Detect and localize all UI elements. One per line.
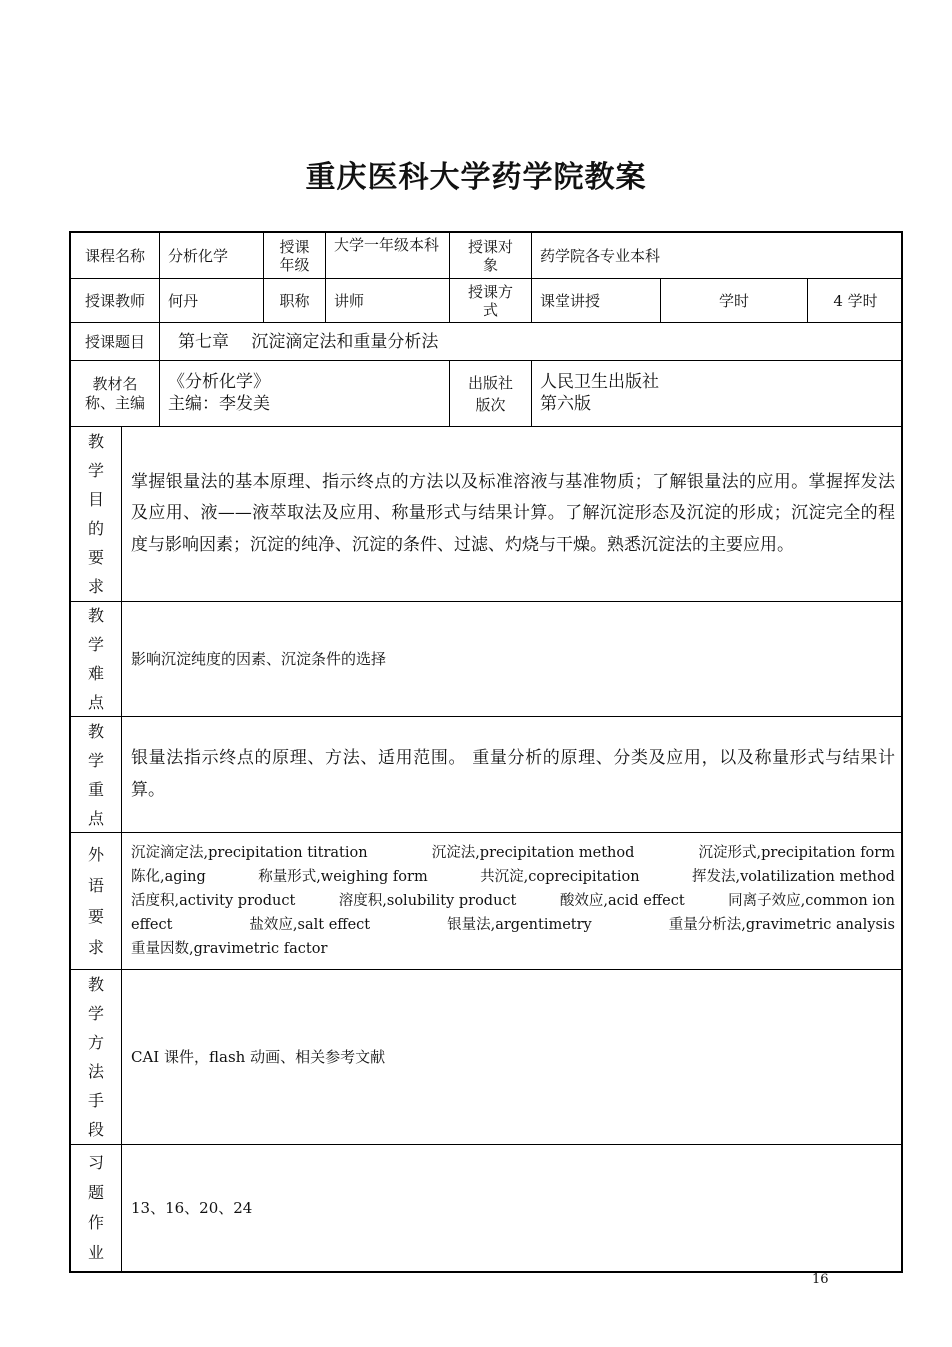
term-item: 挥发法,volatilization method xyxy=(691,869,895,885)
objectives-label: 教学目的要求 xyxy=(71,427,122,602)
terms-label: 外语要求 xyxy=(71,833,122,970)
grade-value: 大学一年级本科 xyxy=(326,233,450,279)
publisher-name: 人民卫生出版社 xyxy=(540,372,659,392)
terms-list xyxy=(122,841,903,961)
page-number: 16 xyxy=(812,1272,829,1287)
term-item: 沉淀滴定法,precipitation titration xyxy=(131,845,368,861)
term-item: 活度积,activity product xyxy=(131,893,296,909)
publisher-edition: 第六版 xyxy=(540,394,591,414)
teacher-label: 授课教师 xyxy=(71,279,160,323)
topic-value: 第七章 沉淀滴定法和重量分析法 xyxy=(160,323,903,361)
topic-label: 授课题目 xyxy=(71,323,160,361)
term-item: 陈化,aging xyxy=(131,869,206,885)
terms-line xyxy=(131,913,895,937)
term-item: 酸效应,acid effect xyxy=(559,893,685,909)
method-label: 授课方式 xyxy=(450,279,532,323)
teacher-title-label: 职称 xyxy=(264,279,326,323)
audience-value: 药学院各专业本科 xyxy=(532,233,903,279)
term-item: 同离子效应,common ion xyxy=(728,893,895,909)
difficulties-label: 教学难点 xyxy=(71,602,122,717)
term-item: 盐效应,salt effect xyxy=(249,917,371,933)
term-item: 溶度积,solubility product xyxy=(338,893,517,909)
publisher-label: 出版社版次 xyxy=(450,361,532,427)
method-value: 课堂讲授 xyxy=(532,279,661,323)
textbook-editor: 主编：李发美 xyxy=(168,394,270,414)
term-item: effect xyxy=(131,917,173,933)
textbook-cell xyxy=(160,361,450,427)
lesson-plan-table xyxy=(69,231,903,1273)
hours-label: 学时 xyxy=(661,279,808,323)
terms-line xyxy=(131,889,895,913)
terms-line xyxy=(131,865,895,889)
teacher-title-value: 讲师 xyxy=(326,279,450,323)
homework-label: 习题作业 xyxy=(71,1145,122,1271)
key-points-label: 教学重点 xyxy=(71,717,122,833)
term-item: 沉淀法,precipitation method xyxy=(431,845,635,861)
page-title: 重庆医科大学药学院教案 xyxy=(305,160,647,195)
textbook-name: 《分析化学》 xyxy=(168,372,270,392)
homework-content: 13、16、20、24 xyxy=(131,1199,253,1217)
teacher-value: 何丹 xyxy=(160,279,264,323)
terms-line xyxy=(131,937,895,961)
methods-label: 教学方法手段 xyxy=(71,970,122,1145)
term-item: 称量形式,weighing form xyxy=(258,869,428,885)
term-item: 银量法,argentimetry xyxy=(447,917,592,933)
course-name-value: 分析化学 xyxy=(160,233,264,279)
methods-content: CAI 课件，flash 动画、相关参考文献 xyxy=(122,970,903,1145)
term-item: 沉淀形式,precipitation form xyxy=(698,845,895,861)
term-item: 重量因数,gravimetric factor xyxy=(131,941,328,957)
term-item: 共沉淀,coprecipitation xyxy=(480,869,640,885)
course-name-label: 课程名称 xyxy=(71,233,160,279)
audience-label: 授课对象 xyxy=(450,233,532,279)
terms-content xyxy=(122,833,903,970)
objectives-content: 掌握银量法的基本原理、指示终点的方法以及标准溶液与基准物质；了解银量法的应用。掌握挥发法及应用、液——液萃取法及应用、称量形式与结果计算。了解沉淀形态及沉淀的形成；沉淀完全的程度与影响因素；沉淀的纯净、沉淀的条件、过滤、灼烧与干燥。熟悉沉淀法的主要应用。 xyxy=(122,427,903,602)
difficulties-content: 影响沉淀纯度的因素、沉淀条件的选择 xyxy=(122,602,903,717)
hours-value: 4 学时 xyxy=(808,279,903,323)
textbook-label: 教材名称、主编 xyxy=(71,361,160,427)
key-points-content: 银量法指示终点的原理、方法、适用范围。 重量分析的原理、分类及应用，以及称量形式与结果计算。 xyxy=(122,717,903,833)
publisher-cell xyxy=(532,361,903,427)
term-item: 重量分析法,gravimetric analysis xyxy=(668,917,895,933)
grade-label: 授课年级 xyxy=(264,233,326,279)
terms-line xyxy=(131,841,895,865)
